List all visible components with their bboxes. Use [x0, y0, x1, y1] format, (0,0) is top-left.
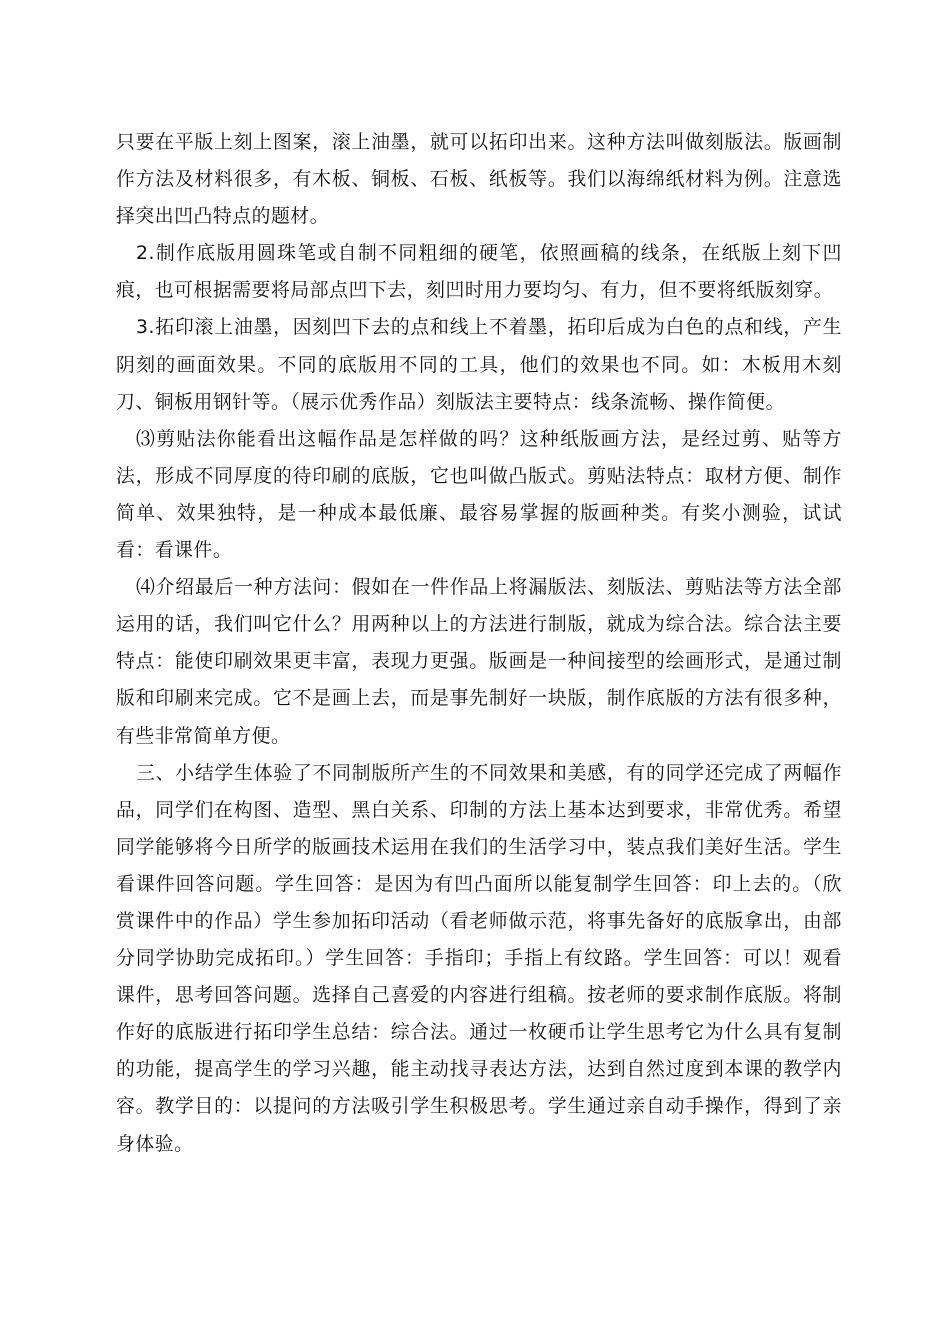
paragraph-step-3-print: 3.拓印滚上油墨，因刻凹下去的点和线上不着墨，拓印后成为白色的点和线，产生阴刻的画面效果。不同的底版用不同的工具，他们的效果也不同。如：木板用木刻刀、铜板用钢针等。（展示优秀作品）刻版法主要特点：线条流畅、操作简便。 — [116, 317, 842, 413]
paragraph-summary: 三、小结学生体验了不同制版所产生的不同效果和美感，有的同学还完成了两幅作品，同学们在构图、造型、黑白关系、印制的方法上基本达到要求，非常优秀。希望同学能够将今日所学的版画技术运用在我们的生活学习中，装点我们美好生活。学生看课件回答问题。学生回答：是因为有凹凸面所以能复制学生回答：印上去的。（欣赏课件中的作品）学生参加拓印活动（看老师做示范，将事先备好的底版拿出，由部分同学协助完成拓印。）学生回答：手指印；手指上有纹路。学生回答：可以！观看课件，思考回答问题。选择自己喜爱的内容进行组稿。按老师的要求制作底版。将制作好的底版进行拓印学生总结：综合法。通过一枚硬币让学生思考它为什么具有复制的功能，提高学生的学习兴趣，能主动找寻表达方法，达到自然过度到本课的教学内容。教学目的：以提问的方法吸引学生积极思考。学生通过亲自动手操作，得到了亲身体验。 — [116, 762, 842, 1155]
paragraph-cut-and-paste-method: ⑶剪贴法你能看出这幅作品是怎样做的吗？这种纸版画方法，是经过剪、贴等方法，形成不同厚度的待印刷的底版，它也叫做凸版式。剪贴法特点：取材方便、制作简单、效果独特，是一种成本最低廉、最容易掌握的版画种类。有奖小测验，试试看：看课件。 — [116, 428, 842, 562]
document-body — [116, 124, 842, 1163]
paragraph-engraving-intro: 只要在平版上刻上图案，滚上油墨，就可以拓印出来。这种方法叫做刻版法。版画制作方法及材料很多，有木板、铜板、石板、纸板等。我们以海绵纸材料为例。注意选择突出凹凸特点的题材。 — [116, 132, 842, 228]
paragraph-step-2-make-plate: 2.制作底版用圆珠笔或自制不同粗细的硬笔，依照画稿的线条，在纸版上刻下凹痕，也可根据需要将局部点凹下去，刻凹时用力要均匀、有力，但不要将纸版刻穿。 — [116, 243, 842, 302]
paragraph-combined-method: ⑷介绍最后一种方法问：假如在一件作品上将漏版法、刻版法、剪贴法等方法全部运用的话，我们叫它什么？用两种以上的方法进行制版，就成为综合法。综合法主要特点：能使印刷效果更丰富，表现力更强。版画是一种间接型的绘画形式，是通过制版和印刷来完成。它不是画上去，而是事先制好一块版，制作底版的方法有很多种，有些非常简单方便。 — [116, 577, 842, 747]
